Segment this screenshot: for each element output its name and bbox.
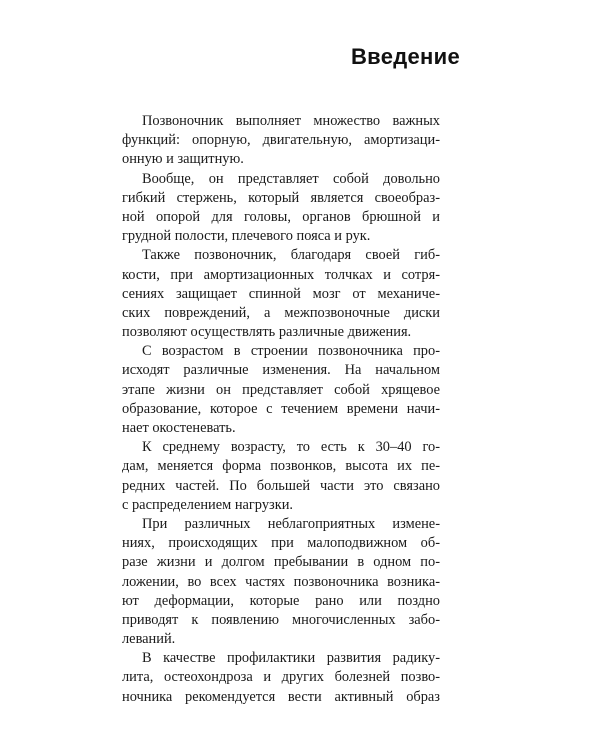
text-line: с распределением нагрузки. [122,496,293,513]
text-line: ских повреждений, а межпозвоночные диски [122,304,440,321]
text-line: кости, при амортизационных толчках и сотря- [122,266,440,283]
text-line: исходят различные изменения. На начальном [122,362,440,379]
text-line: ложении, во всех частях позвоночника возника- [122,573,440,590]
text-line: Вообще, он представляет собой довольно [142,170,440,187]
paragraph [122,438,440,515]
text-line: сениях защищает спинной мозг от механиче- [122,285,440,302]
paragraph [122,112,440,170]
paragraph [122,649,440,707]
text-line: редних частей. По большей части это связано [122,477,440,494]
text-line: ной опорой для головы, органов брюшной и [122,208,440,225]
text-line: Также позвоночник, благодаря своей гиб- [142,247,440,264]
text-line: приводят к появлению многочисленных забо- [122,611,440,628]
text-line: нает окостеневать. [122,420,236,436]
text-line: гибкий стержень, который является своеобраз- [122,189,440,206]
text-line: Позвоночник выполняет множество важных [142,113,440,129]
text-line: лита, остеохондроза и других болезней позво- [122,669,440,686]
text-line: В качестве профилактики развития радику- [142,650,440,667]
text-line: этапе жизни он представляет собой хрящевое [122,381,440,398]
paragraph [122,342,440,438]
text-line: К среднему возрасту, то есть к 30–40 го- [142,439,440,456]
text-line: ночника рекомендуется вести активный образ [122,688,440,705]
text-line: онную и защитную. [122,151,244,168]
text-line: При различных неблагоприятных измене- [142,515,440,532]
text-line: ниях, происходящих при малоподвижном об- [122,535,440,552]
paragraph [122,246,440,342]
text-line: функций: опорную, двигательную, амортизаци- [122,132,440,149]
paragraph [122,170,440,247]
text-line: грудной полости, плечевого пояса и рук. [122,228,371,245]
text-line: позволяют осуществлять различные движения. [122,324,412,341]
body-text [122,112,440,707]
text-line: образование, которое с течением времени начи- [122,400,440,417]
text-line: леваний. [122,631,176,648]
page-title: Введение [350,44,460,69]
text-line: разе жизни и долгом пребывании в одном по- [122,554,440,571]
text-line: ют деформации, которые рано или поздно [122,592,440,609]
text-line: дам, меняется форма позвонков, высота их пе- [122,458,440,475]
paragraph [122,515,440,649]
text-line: С возрастом в строении позвоночника про- [142,343,440,360]
